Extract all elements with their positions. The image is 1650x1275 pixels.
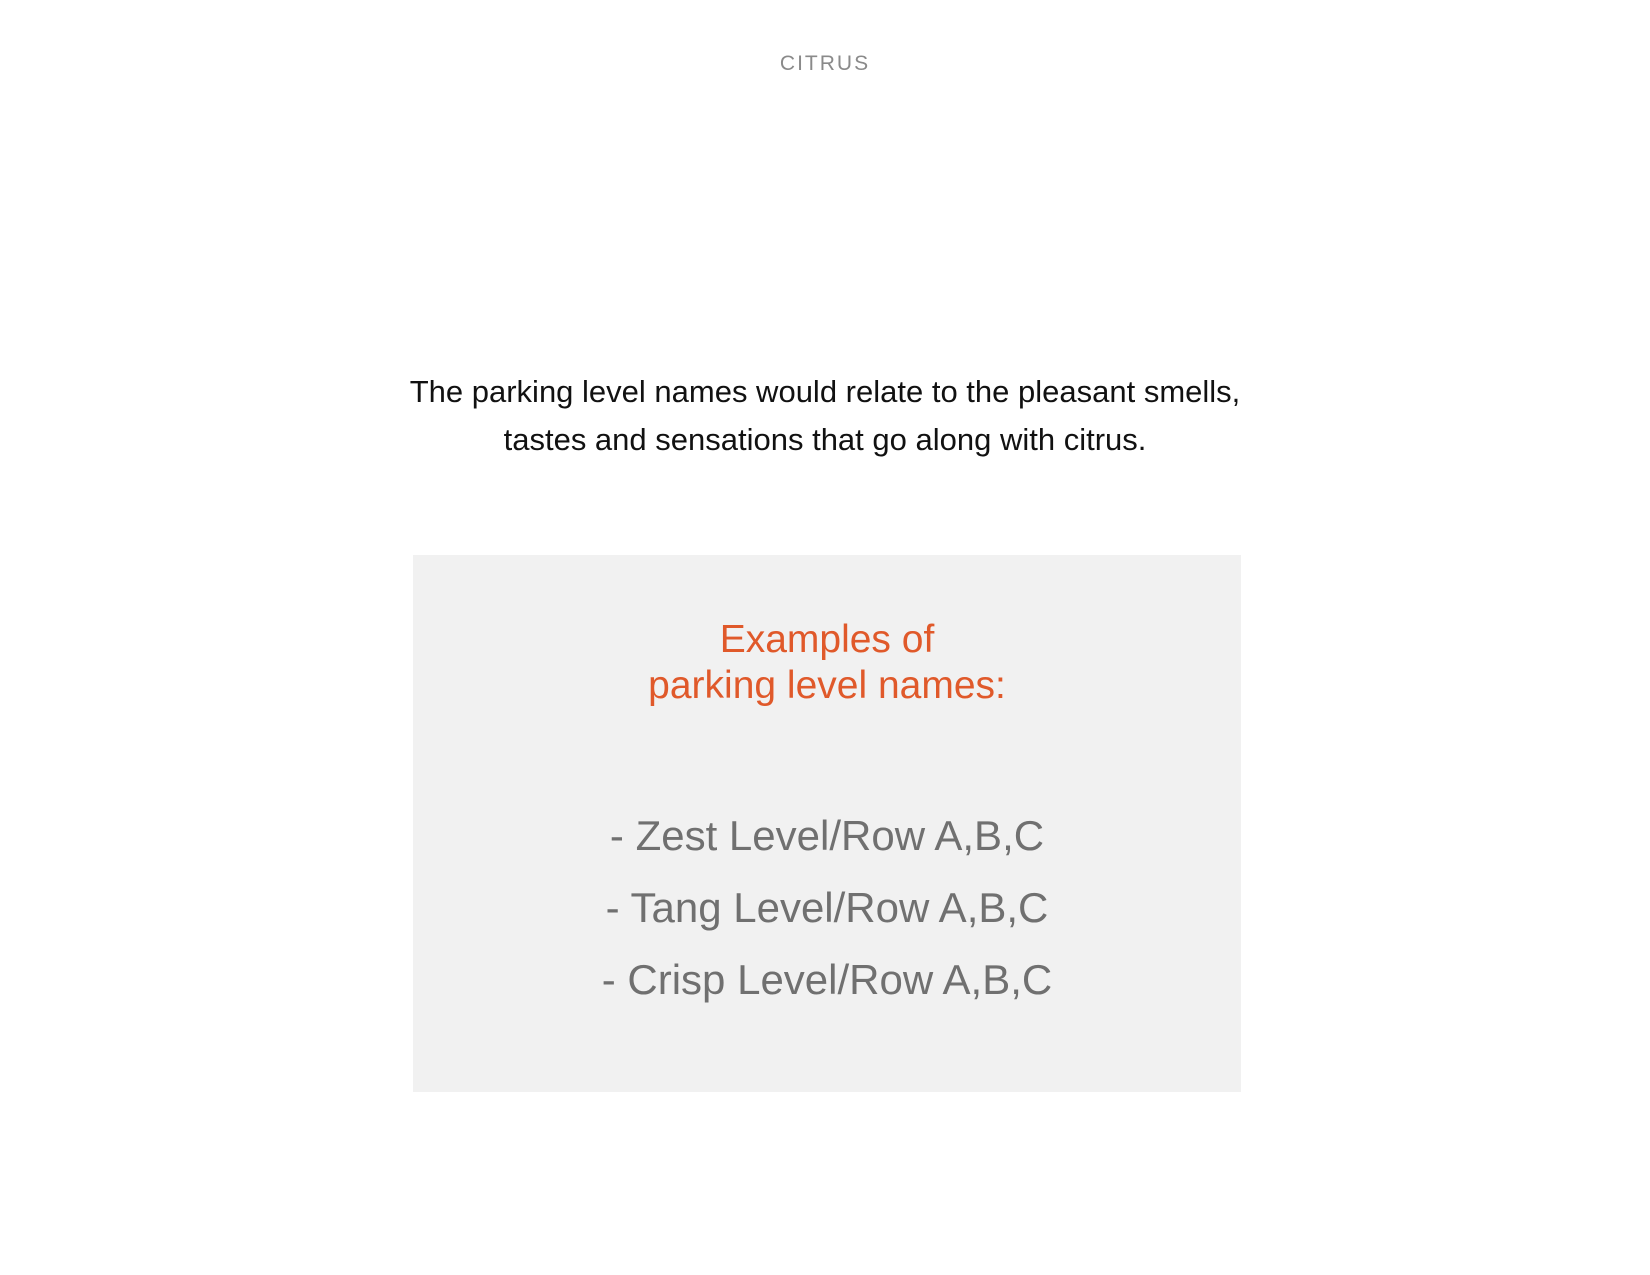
examples-heading-line: Examples of <box>719 618 935 661</box>
example-item-tang: - Tang Level/Row A,B,C <box>605 884 1049 931</box>
examples-heading-line: parking level names: <box>648 664 1006 707</box>
example-item-zest: - Zest Level/Row A,B,C <box>609 812 1045 859</box>
page-header-label: CITRUS <box>779 52 871 75</box>
example-item-crisp: - Crisp Level/Row A,B,C <box>601 956 1053 1003</box>
intro-paragraph <box>300 368 1350 464</box>
examples-list <box>413 800 1241 1016</box>
examples-panel <box>413 555 1241 1092</box>
examples-heading <box>413 617 1241 709</box>
intro-line: tastes and sensations that go along with citrus. <box>503 422 1147 457</box>
intro-line: The parking level names would relate to the pleasant smells, <box>409 374 1241 409</box>
